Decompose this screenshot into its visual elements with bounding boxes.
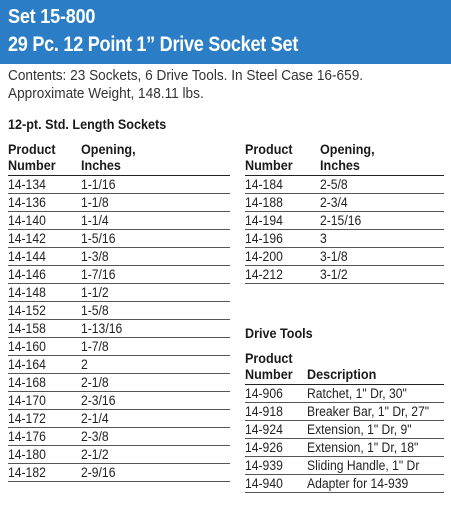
description-cell: Ratchet, 1" Dr, 30" (307, 386, 407, 401)
opening-cell: 1-7/16 (81, 267, 116, 282)
opening-cell: 2-1/8 (81, 375, 109, 390)
opening-cell: 1-1/8 (81, 195, 109, 210)
set-title: 29 Pc. 12 Point 1” Drive Socket Set (8, 33, 299, 56)
product-number-cell: 14-918 (245, 404, 283, 419)
opening-cell: 3-1/2 (320, 267, 348, 282)
product-number-cell: 14-176 (8, 429, 46, 444)
table-row (245, 266, 444, 284)
product-number-cell: 14-158 (8, 321, 46, 336)
table-row (8, 176, 230, 194)
set-id: Set 15-800 (8, 6, 96, 28)
table-row (245, 248, 444, 266)
opening-cell: 1-1/4 (81, 213, 109, 228)
product-number-cell: 14-184 (245, 177, 283, 192)
description-cell: Sliding Handle, 1" Dr (307, 458, 420, 473)
table-row (8, 392, 230, 410)
contents-description (8, 67, 422, 103)
table-row (8, 266, 230, 284)
sockets-table-left (8, 141, 230, 482)
table-row (245, 176, 444, 194)
table-row (245, 475, 444, 493)
opening-cell: 3 (320, 231, 327, 246)
table-row (245, 439, 444, 457)
description-cell: Extension, 1" Dr, 18" (307, 440, 419, 455)
opening-cell: 1-5/16 (81, 231, 116, 246)
table-row (8, 428, 230, 446)
product-number-cell: 14-136 (8, 195, 46, 210)
column-header-product-number: Product Number (245, 350, 293, 382)
set-header (0, 0, 451, 64)
opening-cell: 1-5/8 (81, 303, 109, 318)
table-header-row (8, 141, 230, 176)
table-row (8, 248, 230, 266)
table-row (245, 385, 444, 403)
product-number-cell: 14-188 (245, 195, 283, 210)
description-cell: Extension, 1" Dr, 9" (307, 422, 412, 437)
description-cell: Adapter for 14-939 (307, 476, 409, 491)
drive-tools-table (245, 350, 444, 493)
table-row (8, 410, 230, 428)
product-number-cell: 14-196 (245, 231, 283, 246)
product-number-cell: 14-926 (245, 440, 283, 455)
table-row (245, 403, 444, 421)
opening-cell: 2 (81, 357, 88, 372)
opening-cell: 1-3/8 (81, 249, 109, 264)
opening-cell: 1-1/16 (81, 177, 116, 192)
opening-cell: 2-1/4 (81, 411, 109, 426)
opening-cell: 2-5/8 (320, 177, 348, 192)
product-number-cell: 14-180 (8, 447, 46, 462)
weight-line: Approximate Weight, 148.11 lbs. (8, 86, 204, 102)
product-number-cell: 14-134 (8, 177, 46, 192)
product-number-cell: 14-152 (8, 303, 46, 318)
column-header-opening: Opening, Inches (81, 141, 136, 173)
table-row (8, 464, 230, 482)
column-header-product-number: Product Number (245, 141, 293, 173)
column-header-description: Description (307, 366, 377, 382)
table-row (245, 194, 444, 212)
opening-cell: 2-9/16 (81, 465, 116, 480)
table-row (8, 284, 230, 302)
table-header-row (245, 350, 444, 385)
opening-cell: 2-3/4 (320, 195, 348, 210)
product-number-cell: 14-160 (8, 339, 46, 354)
opening-cell: 2-3/8 (81, 429, 109, 444)
product-number-cell: 14-144 (8, 249, 46, 264)
table-row (8, 446, 230, 464)
product-number-cell: 14-906 (245, 386, 283, 401)
opening-cell: 2-1/2 (81, 447, 109, 462)
product-number-cell: 14-200 (245, 249, 283, 264)
opening-cell: 1-1/2 (81, 285, 109, 300)
table-row (245, 421, 444, 439)
product-number-cell: 14-164 (8, 357, 46, 372)
column-header-product-number: Product Number (8, 141, 56, 173)
table-row (245, 212, 444, 230)
table-row (8, 320, 230, 338)
product-number-cell: 14-194 (245, 213, 283, 228)
opening-cell: 2-3/16 (81, 393, 116, 408)
product-number-cell: 14-172 (8, 411, 46, 426)
description-cell: Breaker Bar, 1" Dr, 27" (307, 404, 430, 419)
product-number-cell: 14-182 (8, 465, 46, 480)
product-number-cell: 14-168 (8, 375, 46, 390)
product-number-cell: 14-212 (245, 267, 283, 282)
column-header-opening: Opening, Inches (320, 141, 375, 173)
opening-cell: 1-13/16 (81, 321, 123, 336)
sockets-section-title: 12-pt. Std. Length Sockets (8, 116, 167, 132)
product-number-cell: 14-146 (8, 267, 46, 282)
table-row (245, 457, 444, 475)
drive-tools-section-title: Drive Tools (245, 325, 313, 341)
opening-cell: 1-7/8 (81, 339, 109, 354)
opening-cell: 2-15/16 (320, 213, 362, 228)
contents-line: Contents: 23 Sockets, 6 Drive Tools. In Steel Case 16-659. (8, 68, 364, 84)
product-number-cell: 14-924 (245, 422, 283, 437)
sockets-table-right (245, 141, 444, 284)
product-number-cell: 14-142 (8, 231, 46, 246)
table-row (8, 230, 230, 248)
table-row (8, 338, 230, 356)
table-row (8, 194, 230, 212)
product-number-cell: 14-940 (245, 476, 283, 491)
table-row (8, 374, 230, 392)
table-row (245, 230, 444, 248)
product-number-cell: 14-148 (8, 285, 46, 300)
table-row (8, 302, 230, 320)
product-number-cell: 14-170 (8, 393, 46, 408)
table-row (8, 212, 230, 230)
table-row (8, 356, 230, 374)
product-number-cell: 14-140 (8, 213, 46, 228)
opening-cell: 3-1/8 (320, 249, 348, 264)
table-header-row (245, 141, 444, 176)
product-number-cell: 14-939 (245, 458, 283, 473)
